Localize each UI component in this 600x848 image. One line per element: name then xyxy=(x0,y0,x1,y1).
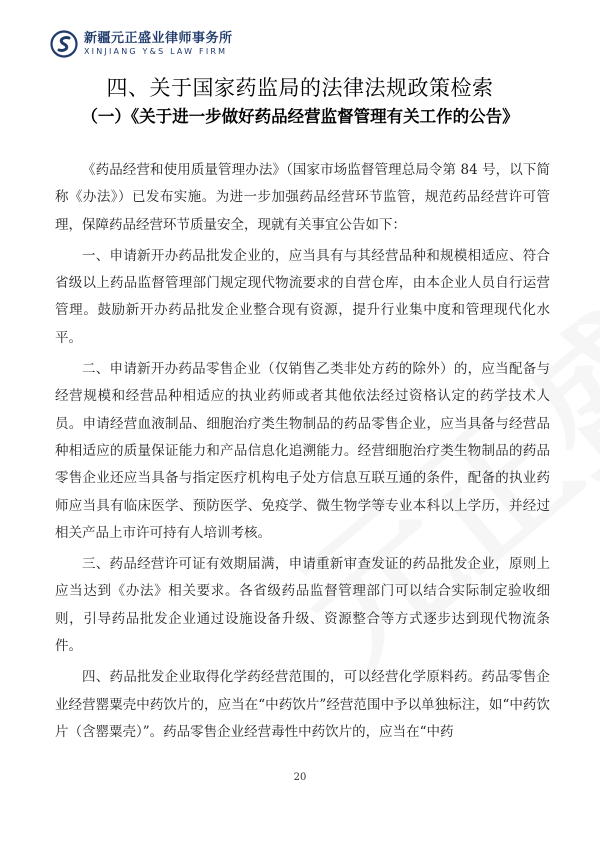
paragraph-intro: 《药品经营和使用质量管理办法》（国家市场监督管理总局令第 84 号，以下简称《办法》）已发布实施。为进一步加强药品经营环节监管，规范药品经营许可管理，保障药品经营环节质量安全，现就有关事宜公告如下： xyxy=(55,162,550,233)
paragraph-item-4: 四、药品批发企业取得化学药经营范围的，可以经营化学原料药。药品零售企业经营罂粟壳中药饮片的，应当在“中药饮片”经营范围中予以单独标注，如“中药饮片（含罂粟壳）”。药品零售企业经营毒性中药饮片的，应当在“中药 xyxy=(55,669,550,740)
firm-name-cn: 新疆元正盛业律师事务所 xyxy=(84,31,233,46)
paragraph-item-3: 三、药品经营许可证有效期届满，申请重新审查发证的药品批发企业，原则上应当达到《办法》相关要求。各省级药品监督管理部门可以结合实际制定验收细则，引导药品批发企业通过设施设备升级、资源整合等方式逐步达到现代物流条件。 xyxy=(55,556,550,655)
page-header xyxy=(50,30,233,58)
paragraph-item-2: 二、申请新开办药品零售企业（仅销售乙类非处方药的除外）的，应当配备与经营规模和经营品种相适应的执业药师或者其他依法经过资格认定的药学技术人员。申请经营血液制品、细胞治疗类生物制品的药品零售企业，应当具备与经营品种相适应的质量保证能力和产品信息化追溯能力。经营细胞治疗类生物制品的药品零售企业还应当具备与指定医疗机构电子处方信息互联互通的条件，配备的执业药师应当具有临床医学、预防医学、免疫学、微生物学等专业本科以上学历，并经过相关产品上市许可持有人培训考核。 xyxy=(55,361,550,541)
document-body xyxy=(55,157,550,750)
firm-name-en: XINJIANG Y&S LAW FIRM xyxy=(84,47,228,56)
firm-name-block xyxy=(84,32,233,56)
section-subtitle: （一）《关于进一步做好药品经营监督管理有关工作的公告》 xyxy=(81,107,519,126)
section-title: 四、关于国家药监局的法律法规政策检索 xyxy=(106,76,494,100)
paragraph-item-1: 一、申请新开办药品批发企业的，应当具有与其经营品种和规模相适应、符合省级以上药品监督管理部门规定现代物流要求的自营仓库，由本企业人员自行运营管理。鼓励新开办药品批发企业整合现有资源，提升行业集中度和管理现代化水平。 xyxy=(55,247,550,346)
firm-logo-icon xyxy=(50,30,78,58)
page-number: 20 xyxy=(293,772,307,783)
